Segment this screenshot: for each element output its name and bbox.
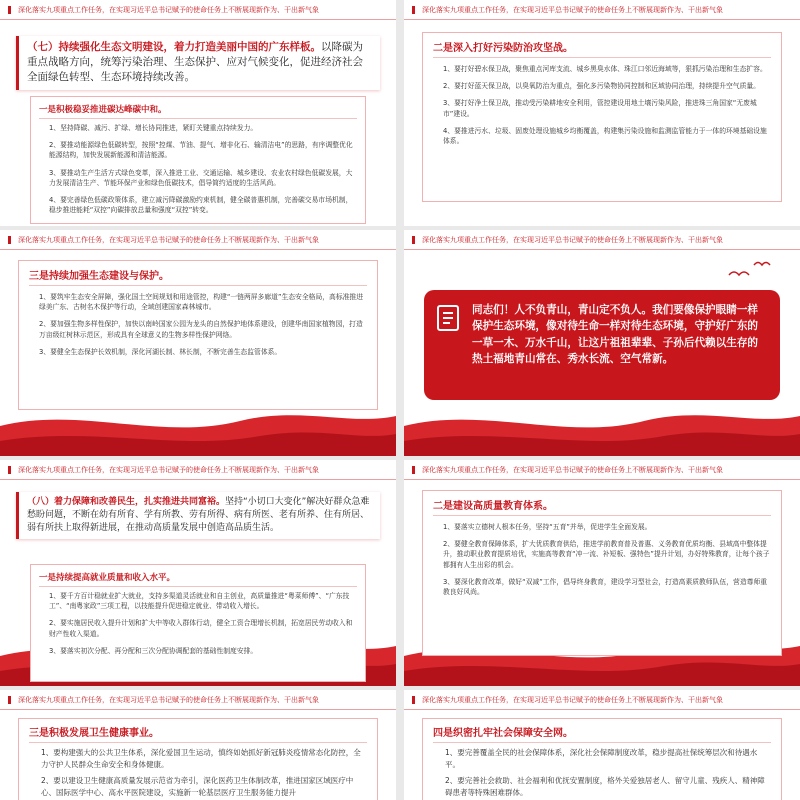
card-subtitle: 二是深入打好污染防治攻坚战。 <box>433 39 771 58</box>
content-card <box>30 96 366 224</box>
list-item: 2、要推动能源绿色低碳转型，按照“控煤、节油、提气、增非化石、输清洁电”的思路，有序调整优化能源结构，加快发展新能源和清洁能源。 <box>49 141 353 160</box>
slide-3 <box>0 230 396 456</box>
item-list <box>39 123 357 215</box>
list-item: 4、要完善绿色低碳政策体系，建立减污降碳激励约束机制，健全碳普惠机制，完善碳交易市场机制，稳步推进能耗“双控”向碳排放总量和强度“双控”转变。 <box>49 195 353 215</box>
quote-text: 同志们！人不负青山，青山定不负人。我们要像保护眼睛一样保护生态环境，像对待生命一样对待生态环境，守护好广东的一草一木、万水千山，让这片祖祖辈辈、子孙后代赖以生存的热土福地青山常在、秀水长流、空气常新。 <box>472 304 759 366</box>
content-card <box>30 564 366 682</box>
slide-header: 深化落实九项重点工作任务，在实现习近平总书记赋予的使命任务上不断展现新作为、干出新气象 <box>404 690 800 710</box>
slide-header: 深化落实九项重点工作任务，在实现习近平总书记赋予的使命任务上不断展现新作为、干出新气象 <box>404 0 800 20</box>
slide-header: 深化落实九项重点工作任务，在实现习近平总书记赋予的使命任务上不断展现新作为、干出新气象 <box>0 230 396 250</box>
title-strong: （八）着力保障和改善民生，扎实推进共同富裕。 <box>27 497 226 507</box>
section-title <box>16 36 380 90</box>
list-item: 1、要落实立德树人根本任务，坚持“五育”并举，促进学生全面发展。 <box>443 523 652 531</box>
card-subtitle: 一是持续提高就业质量和收入水平。 <box>39 571 357 587</box>
notebook-icon <box>436 304 460 332</box>
title-rest: 坚持“小切口大变化”解决好群众急难愁盼问题，不断在幼有所育、学有所教、劳有所得、病有所医、老有所养、住有所居、弱有所扶上取得新进展，在推动高质量发展中创造高品质生活。 <box>27 497 370 534</box>
slide-header: 深化落实九项重点工作任务，在实现习近平总书记赋予的使命任务上不断展现新作为、干出新气象 <box>404 230 800 250</box>
slide-1 <box>0 0 396 226</box>
item-list <box>29 747 367 799</box>
item-list <box>29 292 367 357</box>
list-item: 2、要加强生物多样性保护，加快以南岭国家公园为龙头的自然保护地体系建设，创建华南国家植物园，打造万亩级红树林示范区，形成具有全球意义的生物多样性保护网络。 <box>39 320 363 339</box>
flying-birds-decoration <box>724 255 784 285</box>
slide-header: 深化落实九项重点工作任务，在实现习近平总书记赋予的使命任务上不断展现新作为、干出新气象 <box>0 0 396 20</box>
content-card <box>18 260 378 410</box>
content-card <box>18 718 378 800</box>
list-item: 1、坚持降碳、减污、扩绿、增长协同推进，紧盯关键重点持续发力。 <box>49 124 258 132</box>
list-item: 3、要落实初次分配、再分配和三次分配协调配套的基础性制度安排。 <box>49 646 258 655</box>
slide-8 <box>404 690 800 800</box>
card-subtitle: 三是持续加强生态建设与保护。 <box>29 267 367 286</box>
card-subtitle: 三是积极发展卫生健康事业。 <box>29 724 367 743</box>
item-list <box>433 747 771 799</box>
list-item: 1、要打好碧水保卫战，聚焦重点河库支流、城乡黑臭水体、珠江口邻近海域等，狠抓污染治理和生态扩容。 <box>443 65 767 73</box>
list-item: 1、要构建强大的公共卫生体系，深化爱国卫生运动，慎终如始抓好新冠肺炎疫情常态化防控，全力守护人民群众生命安全和身体健康。 <box>41 748 361 769</box>
card-subtitle: 二是建设高质量教育体系。 <box>433 497 771 516</box>
section-title <box>16 492 380 539</box>
content-card <box>422 490 782 656</box>
item-list <box>433 64 771 146</box>
list-item: 2、要完善社会救助、社会福利和优抚安置制度，格外关爱独居老人、留守儿童、残疾人、精神障碍患者等特殊困难群体。 <box>445 776 765 797</box>
title-rest: 以降碳为重点战略方向，统筹污染治理、生态保护、应对气候变化，促进经济社会全面绿色转型、生态环境持续改善。 <box>27 41 363 84</box>
list-item: 3、要推动生产生活方式绿色变革，深入推进工业、交通运输、城乡建设、农业农村绿色低碳发展，大力发展清洁生产、节能环保产业和绿色低碳技术，倡导简约适度的生活风尚。 <box>49 168 353 187</box>
list-item: 3、要健全生态保护长效机制，深化河湖长制、林长制，不断完善生态监管体系。 <box>39 347 282 356</box>
card-subtitle: 四是织密扎牢社会保障安全网。 <box>433 724 771 743</box>
card-subtitle: 一是积极稳妥推进碳达峰碳中和。 <box>39 103 357 119</box>
item-list <box>433 522 771 597</box>
list-item: 4、要推进污水、垃圾、固废处理设施城乡均衡覆盖，构建集污染设施和监测监管能力于一体的环境基础设施体系。 <box>443 126 767 145</box>
slide-6 <box>404 460 800 686</box>
list-item: 2、要以建设卫生健康高质量发展示范省为牵引，深化医药卫生体制改革，推进国家区域医疗中心、国际医学中心、高水平医院建设，实施新一轮基层医疗卫生服务能力提升 <box>41 776 354 797</box>
list-item: 2、要实施居民收入提升计划和扩大中等收入群体行动，健全工资合理增长机制，拓宽居民劳动收入和财产性收入渠道。 <box>49 619 353 638</box>
list-item: 1、要千方百计稳就业扩大就业，支持多渠道灵活就业和自主创业，高质量推进“粤菜师傅”、“广东技工”、“南粤家政”三项工程，以技能提升促进稳定就业、带动收入增长。 <box>49 592 350 611</box>
slide-4 <box>404 230 800 456</box>
title-strong: （七）持续强化生态文明建设，着力打造美丽中国的广东样板。 <box>27 41 321 53</box>
list-item: 2、要健全教育保障体系，扩大优质教育供给，推进学前教育普及普惠、义务教育优质均衡、县域高中整体提升，推动职业教育提质培优，实施高等教育“冲一流、补短板、强特色”提升计划，办好特殊教育，让每个孩子都拥有人生出彩的机会。 <box>443 540 770 569</box>
content-card <box>422 718 782 800</box>
item-list <box>39 591 357 656</box>
slide-header: 深化落实九项重点工作任务，在实现习近平总书记赋予的使命任务上不断展现新作为、干出新气象 <box>404 460 800 480</box>
slide-header: 深化落实九项重点工作任务，在实现习近平总书记赋予的使命任务上不断展现新作为、干出新气象 <box>0 460 396 480</box>
list-item: 2、要打好蓝天保卫战，以臭氧防治为重点，强化多污染物协同控制和区域协同治理，持续提升空气质量。 <box>443 82 760 91</box>
list-item: 1、要筑牢生态安全屏障，强化国土空间规划和用途管控，构建“一链两屏多廊道”生态安全格局，高标准推进绿美广东、古树名木保护等行动，全域创建国家森林城市。 <box>39 293 364 312</box>
list-item: 1、要完善覆盖全民的社会保障体系，深化社会保障制度改革，稳步提高社保统筹层次和待遇水平。 <box>445 748 758 769</box>
slide-5 <box>0 460 396 686</box>
slide-2 <box>404 0 800 226</box>
list-item: 3、要深化教育改革，做好“双减”工作，倡导终身教育，建设学习型社会，打造高素质教师队伍，营造尊师重教良好风尚。 <box>443 577 768 596</box>
quote-box <box>424 290 780 400</box>
list-item: 3、要打好净土保卫战，推动受污染耕地安全利用，管控建设用地土壤污染风险，推进珠三角国家“无废城市”建设。 <box>443 99 757 118</box>
slide-7 <box>0 690 396 800</box>
slide-header: 深化落实九项重点工作任务，在实现习近平总书记赋予的使命任务上不断展现新作为、干出新气象 <box>0 690 396 710</box>
content-card <box>422 32 782 202</box>
